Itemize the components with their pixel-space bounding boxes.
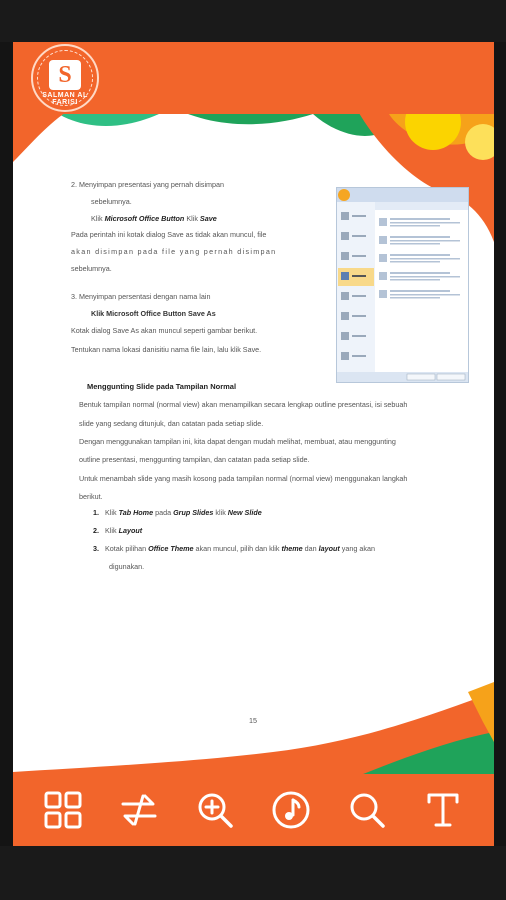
app-header xyxy=(13,42,494,114)
para2-line2: outline presentasi, menggunting tampilan, dan catatan pada setiap slide. xyxy=(79,455,310,464)
music-button[interactable] xyxy=(269,788,313,832)
logo-text: SALMAN AL FARISI xyxy=(42,92,88,106)
para1-line2: slide yang sedang ditunjuk, dan catatan pada setiap slide. xyxy=(79,419,264,428)
step3-mid: akan muncul, pilih dan klik xyxy=(193,544,282,553)
item2-line4: Pada perintah ini kotak dialog Save as tidak akan muncul, file xyxy=(71,230,267,239)
step1-mid: pada xyxy=(153,508,174,517)
para3-line2: berikut. xyxy=(79,492,103,501)
search-icon xyxy=(347,790,387,830)
item3-line1: 3. Menyimpan persentasi dengan nama lain xyxy=(71,292,211,301)
step1-b2: Grup Slides xyxy=(173,508,214,517)
step1-b1: Tab Home xyxy=(118,508,154,517)
step1-mid2: klik xyxy=(213,508,228,517)
step3-mid2: dan xyxy=(302,544,319,553)
office-menu-image xyxy=(336,187,469,383)
logo-glyph: S xyxy=(49,60,81,90)
item2-line3-pre: Klik xyxy=(91,214,105,223)
item2-line3 xyxy=(91,214,217,224)
reader-screen xyxy=(13,42,494,846)
step2-b1: Layout xyxy=(118,526,143,535)
item2-line3-b1: Microsoft Office Button xyxy=(104,214,185,223)
phone-top-bezel xyxy=(0,0,506,42)
text-icon xyxy=(423,790,463,830)
item3-line4: Tentukan nama lokasi danisitiu nama file lain, lalu klik Save. xyxy=(71,345,262,354)
music-icon xyxy=(271,790,311,830)
grid-view-button[interactable] xyxy=(41,788,85,832)
step3 xyxy=(93,544,375,554)
zoom-in-icon xyxy=(195,790,235,830)
item2-line3-b2: Save xyxy=(199,214,217,223)
item3-line3: Kotak dialog Save As akan muncul seperti gambar berikut. xyxy=(71,326,258,335)
bottom-toolbar xyxy=(13,774,494,846)
phone-bottom-bezel xyxy=(0,846,506,900)
page-decoration-bottom xyxy=(13,682,494,782)
step3-b3: layout xyxy=(318,544,340,553)
item2-line5: akan disimpan pada file yang pernah disimpan xyxy=(71,247,277,256)
step2 xyxy=(93,526,142,536)
step1-b3: New Slide xyxy=(227,508,262,517)
step2-num: 2. xyxy=(93,526,99,535)
step3-pre: Kotak pilihan xyxy=(105,544,149,553)
item3-line2: Klik Microsoft Office Button Save As xyxy=(91,309,216,318)
office-menu-illustration xyxy=(337,188,468,382)
para1-line1: Bentuk tampilan normal (normal view) akan menampilkan secara lengkap outline presentasi, isi sebuah xyxy=(79,400,408,409)
school-logo[interactable] xyxy=(31,44,99,112)
step3-end: yang akan xyxy=(339,544,375,553)
swap-icon xyxy=(119,790,159,830)
step1-pre: Klik xyxy=(105,508,119,517)
grid-view-icon xyxy=(43,790,83,830)
section-title: Menggunting Slide pada Tampilan Normal xyxy=(87,382,237,391)
para2-line1: Dengan menggunakan tampilan ini, kita dapat dengan mudah melihat, membuat, atau menggunting xyxy=(79,437,396,446)
item2-line1: 2. Menyimpan presentasi yang pernah disimpan xyxy=(71,180,225,189)
swap-button[interactable] xyxy=(117,788,161,832)
step1-num: 1. xyxy=(93,508,99,517)
page-number: 15 xyxy=(249,716,257,725)
step3-b1: Office Theme xyxy=(148,544,194,553)
item2-line3-mid: Klik xyxy=(184,214,200,223)
item2-line6: sebelumnya. xyxy=(71,264,112,273)
step3-b2: theme xyxy=(281,544,303,553)
zoom-in-button[interactable] xyxy=(193,788,237,832)
para3-line1: Untuk menambah slide yang masih kosong pada tampilan normal (normal view) menggunakan langkah xyxy=(79,474,408,483)
step2-pre: Klik xyxy=(105,526,119,535)
step1 xyxy=(93,508,262,518)
text-button[interactable] xyxy=(421,788,465,832)
step3-num: 3. xyxy=(93,544,99,553)
item2-line2: sebelumnya. xyxy=(91,197,132,206)
search-button[interactable] xyxy=(345,788,389,832)
step3-line2: digunakan. xyxy=(109,562,145,571)
